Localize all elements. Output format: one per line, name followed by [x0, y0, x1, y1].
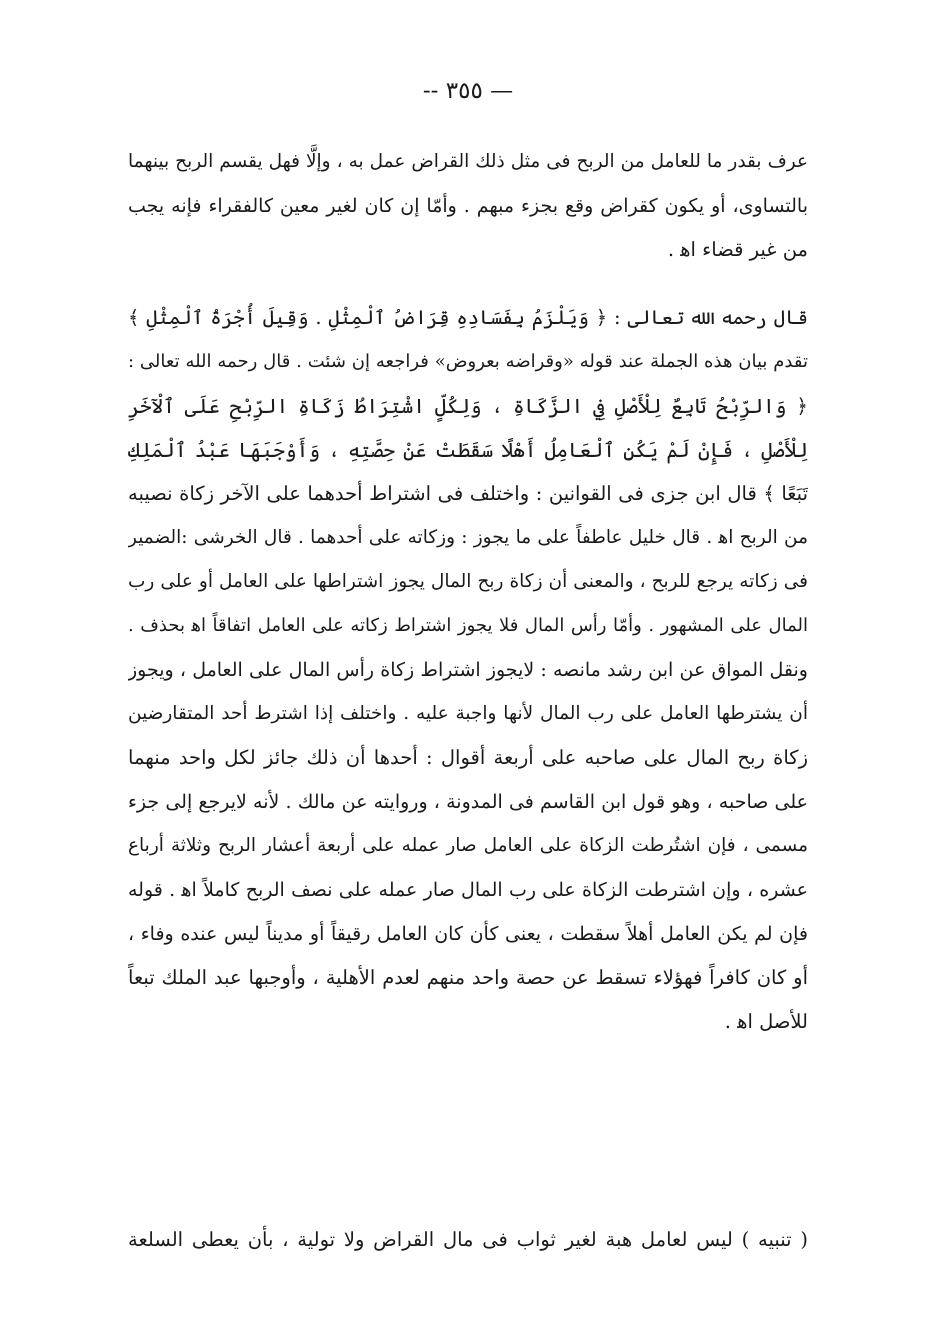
- text-line: أو كان كافراً فهؤلاء تسقط عن حصة واحد منهم لعدم الأهلية ، وأوجبها عبد الملك تبعاً: [128, 966, 808, 989]
- text-line: فإن لم يكن العامل أهلاً سقطت ، يعنى كأن كان العامل رقيقاً أو مديناً ليس عنده وفاء ،: [128, 923, 808, 945]
- text-line: عرف بقدر ما للعامل من الربح فى مثل ذلك القراض عمل به ، وإلَّا فهل يقسم الربح بينهما: [128, 151, 808, 172]
- text-line: تَبَعًا ﴾ قال ابن جزى فى القوانين : واختلف فى اشتراط أحدهما على الآخر زكاة نصيبه: [128, 482, 808, 505]
- paragraph-note: [128, 1218, 808, 1262]
- text-line: ونقل المواق عن ابن رشد مانصه : لايجوز اشتراط زكاة رأس المال على العامل ، ويجوز: [128, 659, 808, 681]
- text-line: ( تنبيه ) ليس لعامل هبة لغير ثواب فى مال القراض ولا تولية ، بأن يعطى السلعة: [128, 1228, 808, 1251]
- text-line: تقدم بيان هذه الجملة عند قوله «وقراضه بعروض» فراجعه إن شئت . قال رحمه الله تعالى :: [128, 351, 808, 372]
- text-line: مسمى ، فإن اشتُرطت الزكاة على العامل صار عمله على أربعة أعشار الربح وثلاثة أرباع: [128, 835, 808, 856]
- text-line: أن يشترطها العامل على رب المال لأنها واجبة عليه . واختلف إذا اشترط أحد المتقارضين: [128, 703, 808, 724]
- text-line: المال على المشهور . وأمّا رأس المال فلا يجوز اشتراط زكاته على العامل اتفاقاً اﻫ بحذف .: [128, 615, 808, 636]
- paragraph-continuation: [128, 140, 808, 272]
- page-number: — ٣٥٥ --: [422, 78, 514, 104]
- text-line: من غير قضاء اﻫ .: [667, 238, 808, 261]
- text-line: بالتساوى، أو يكون كقراض وقع بجزء مبهم . وأمّا إن كان لغير معين كالفقراء فإنه يجب: [128, 195, 808, 217]
- text-line: قال رحمه الله تعالى : ﴿ وَيَلْزَمُ بِفَسَادِهِ قِرَاضُ ٱلْمِثْلِ . وَقِيلَ أُجْرَةُ ٱلْمِثْلِ ﴾: [128, 306, 808, 329]
- paragraph-commentary: [128, 296, 808, 1044]
- text-line: عشره ، وإن اشترطت الزكاة على رب المال صار عمله على نصف الربح كاملاً اﻫ . قوله: [128, 879, 808, 901]
- text-line: للأصل اﻫ .: [724, 1010, 808, 1033]
- text-line: لِلْأَصْلِ ، فَإِنْ لَمْ يَكُنِ ٱلْعَامِلُ أَهْلًا سَقَطَتْ عَنْ حِصَّتِهِ ، وَأَوْجَبَهَا عَبْدُ ٱلْمَلِكِ: [128, 438, 808, 462]
- text-line: زكاة ربح المال على صاحبه على أربعة أقوال : أحدها أن ذلك جائز لكل واحد منهما: [128, 746, 808, 769]
- text-line: من الربح اﻫ . قال خليل عاطفاً على ما يجوز : وزكاته على أحدهما . قال الخرشى :الضمير: [128, 527, 808, 548]
- text-line: ﴿ وَالرِّبْحُ تَابِعٌ لِلْأَصْلِ فِي الزَّكَاةِ ، وَلِكُلٍّ اشْتِرَاطُ زَكَاةِ الرِّبْحِ عَلَى ٱلْآخَرِ: [128, 394, 808, 418]
- text-line: على صاحبه ، وهو قول ابن القاسم فى المدونة ، وروايته عن مالك . لأنه لايرجع إلى جزء: [128, 791, 808, 813]
- text-line: فى زكاته يرجع للربح ، والمعنى أن زكاة ربح المال يجوز اشتراطها على العامل أو على رب: [128, 571, 808, 592]
